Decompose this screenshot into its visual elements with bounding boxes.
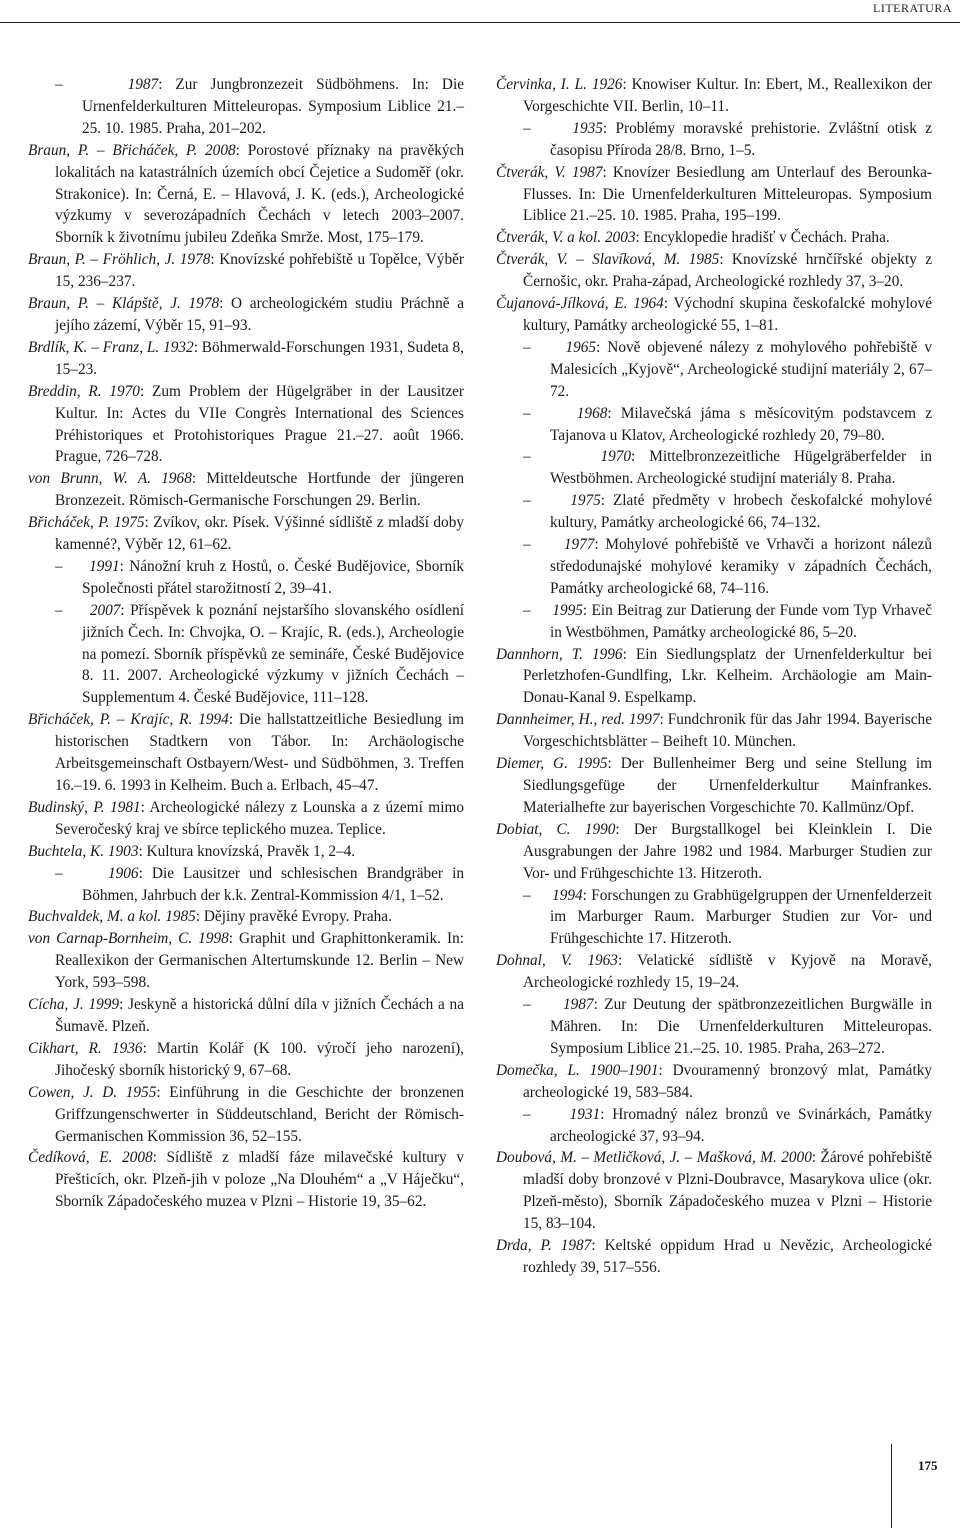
page-number-rule [891, 1444, 892, 1528]
reference-entry [28, 1038, 464, 1082]
reference-text: : Graphit und Graphittonkeramik. In: Reallexikon der Germanischen Altertumskunde 12. Berlin – New York, 593–598. [55, 930, 464, 992]
reference-text: : Dějiny pravěké Evropy. Praha. [195, 908, 392, 926]
reference-text: : Kultura knovízská, Pravěk 1, 2–4. [138, 842, 356, 860]
reference-author-year: 1987 [127, 76, 159, 93]
reference-entry [496, 994, 932, 1060]
reference-author-year: von Brunn, W. A. 1968 [28, 470, 192, 488]
reference-author-year: 1987 [562, 996, 594, 1014]
reference-author-year: Breddin, R. 1970 [28, 382, 140, 400]
reference-author-year: Brdlík, K. – Franz, L. 1932 [28, 338, 194, 356]
reference-author-year: 1995 [552, 601, 583, 619]
reference-author-year: Doubová, M. – Metličková, J. – Mašková, M. 2000 [496, 1149, 812, 1167]
left-column [28, 74, 464, 1213]
right-column [496, 74, 932, 1279]
reference-entry [496, 709, 932, 753]
reference-author-year: 1968 [576, 404, 608, 422]
reference-entry [28, 381, 464, 469]
reference-text: : Zlaté předměty v hrobech českofalcké mohylové kultury, Památky archeologické 66, 74–132. [550, 492, 932, 532]
reference-entry [496, 885, 932, 951]
reference-entry [496, 249, 932, 293]
reference-text: : Jeskyně a historická důlní díla v jižních Čechách a na Šumavě. Plzeň. [55, 996, 464, 1035]
reference-author-year: 1935 [572, 119, 603, 137]
reference-entry [28, 74, 464, 140]
reference-entry [496, 644, 932, 710]
reference-text: : Zur Jungbronzezeit Südböhmens. In: Die Urnenfelderkulturen Mitteleuropas. Symposium Liblice 21.–25. 10. 1985. Praha, 201–202. [82, 76, 464, 137]
reference-text: : Der Bullenheimer Berg und seine Stellung im Siedlungsgefüge der Urnenfelderkultur Mainfrankes. Materialhefte zur bayerischen Vorgeschichte 70. Kallmünz/Opf. [523, 755, 932, 816]
reference-entry [496, 534, 932, 600]
reference-author-year: Dohnal, V. 1963 [496, 952, 618, 970]
reference-entry [28, 928, 464, 994]
reference-text: : Die hallstattzeitliche Besiedlung im historischen Stadtkern von Tábor. In: Archäologische Arbeitsgemeinschaft Ostbayern/West- und Südböhmen, 3. Treffen 16.–19. 6. 1993 in Kelheim. Buch a. Erlbach, 45–47. [55, 711, 464, 794]
reference-author-year: Čedíková, E. 2008 [28, 1149, 153, 1167]
reference-author-year: 1931 [569, 1105, 601, 1123]
continuation-dash: – [523, 119, 573, 137]
reference-entry [496, 446, 932, 490]
reference-entry [28, 1147, 464, 1213]
reference-text: : Hromadný nález bronzů ve Svinárkách, Památky archeologické 37, 93–94. [550, 1105, 932, 1145]
reference-author-year: 1975 [570, 492, 601, 510]
reference-author-year: 1994 [552, 886, 583, 904]
reference-author-year: 1965 [565, 338, 597, 356]
reference-entry [28, 994, 464, 1038]
continuation-dash: – [523, 448, 601, 466]
reference-entry [496, 819, 932, 885]
continuation-dash: – [55, 864, 108, 882]
reference-author-year: Cowen, J. D. 1955 [28, 1083, 157, 1101]
reference-entry [496, 1060, 932, 1104]
reference-text: : Východní skupina českofalcké mohylové kultury, Památky archeologické 55, 1–81. [523, 295, 932, 334]
reference-text: : Einführung in die Geschichte der bronzenen Griffzungenschwerter in Süddeutschland, Bericht der Römisch-Germanischen Kommission 36, 52–155. [55, 1083, 464, 1145]
reference-text: : Porostové příznaky na pravěkých lokalitách na katastrálních územích obcí Čejetice a Sudoměř (okr. Strakonice). In: Černá, E. – Hlavová, J. K. (eds.), Archeologické výzkumy v severozápadních Čechách v letech 2003–2007. Sborník k životnímu jubileu Zdeňka Smrže. Most, 175–179. [55, 141, 464, 247]
reference-author-year: Červinka, I. L. 1926 [496, 76, 623, 93]
reference-author-year: Dannheimer, H., red. 1997 [496, 711, 660, 729]
reference-entry [496, 74, 932, 118]
reference-text: : Žárové pohřebiště mladší doby bronzové v Plzni-Doubravce, Masarykova ulice (okr. Plzeň-město), Sborník Západočeského muzea v Plzni – Historie 15, 83–104. [523, 1149, 932, 1233]
reference-entry [496, 337, 932, 403]
continuation-dash: – [523, 1105, 570, 1123]
reference-author-year: Budinský, P. 1981 [28, 798, 141, 816]
reference-entry [28, 337, 464, 381]
continuation-dash: – [523, 492, 571, 510]
reference-entry [496, 490, 932, 534]
reference-text: : Zum Problem der Hügelgräber in der Lausitzer Kultur. In: Actes du VIIe Congrès International des Sciences Préhistoriques et Protohistoriques Prague 21.–27. août 1966. Prague, 726–728. [55, 382, 464, 466]
reference-entry [28, 512, 464, 556]
reference-text: : Dvouramenný bronzový mlat, Památky archeologické 19, 583–584. [523, 1061, 933, 1101]
continuation-dash: – [523, 996, 563, 1014]
reference-author-year: Buchvaldek, M. a kol. 1985 [28, 908, 196, 926]
reference-text: : Nánožní kruh z Hostů, o. České Budějovice, Sborník Společnosti přátel starožitností 2, 39–41. [82, 557, 464, 597]
reference-text: : Martin Kolář (K 100. výročí jeho narození), Jihočeský sborník historický 9, 67–68. [55, 1039, 464, 1079]
continuation-dash: – [523, 536, 564, 554]
reference-text: : Problémy moravské prehistorie. Zvláštní otisk z časopisu Příroda 28/8. Brno, 1–5. [550, 119, 933, 159]
reference-entry [496, 162, 932, 228]
reference-entry [28, 709, 464, 797]
reference-text: : Nově objevené nálezy z mohylového pohřebiště v Malesicích „Kyjově“, Archeologické studijní materiály 2, 67–72. [550, 338, 932, 400]
reference-text: : Knovízské hrnčířské objekty z Černošic, okr. Praha-západ, Archeologické rozhledy 37, 3–20. [523, 251, 932, 291]
reference-author-year: Čujanová-Jílková, E. 1964 [496, 295, 664, 313]
reference-author-year: Domečka, L. 1900–1901 [496, 1061, 659, 1079]
reference-text: : Zur Deutung der spätbronzezeitlichen Burgwälle in Mähren. In: Die Urnenfelderkulturen Mitteleuropas. Symposium Liblice 21.–25. 10. 1985. Praha, 263–272. [550, 996, 932, 1057]
reference-text: : Fundchronik für das Jahr 1994. Bayerische Vorgeschichtsblätter – Beiheft 10. München. [523, 711, 932, 751]
reference-author-year: Drda, P. 1987 [496, 1237, 592, 1255]
reference-text: : Mohylové pohřebiště ve Vrhavči a horizont nálezů středodunajské mohylové keramiky v západních Čechách, Památky archeologické 68, 74–116. [550, 536, 932, 597]
reference-author-year: Břicháček, P. 1975 [28, 514, 145, 532]
reference-entry [496, 1104, 932, 1148]
reference-author-year: 1977 [563, 536, 595, 554]
reference-text: : Encyklopedie hradišť v Čechách. Praha. [635, 229, 890, 247]
continuation-dash: – [523, 338, 566, 356]
continuation-dash: – [523, 601, 553, 619]
reference-entry [496, 600, 932, 644]
page-number: 175 [918, 1458, 938, 1473]
reference-text: : Forschungen zu Grabhügelgruppen der Urnenfelderzeit im Marburger Raum. Marburger Studien zur Vor- und Frühgeschichte 17. Hitzeroth. [550, 886, 932, 948]
reference-text: : Keltské oppidum Hrad u Nevězic, Archeologické rozhledy 39, 517–556. [523, 1237, 932, 1276]
reference-text: : O archeologickém studiu Práchně a jejího zázemí, Výběr 15, 91–93. [55, 295, 464, 334]
reference-author-year: Braun, P. – Fröhlich, J. 1978 [28, 251, 211, 269]
reference-text: : Sídliště z mladší fáze milavečské kultury v Přešticích, okr. Plzeň-jih v poloze „Na Dlouhém“ a „V Háječku“, Sborník Západočeského muzea v Plzni – Historie 19, 35–62. [55, 1149, 464, 1211]
reference-author-year: Buchtela, K. 1903 [28, 842, 139, 860]
continuation-dash: – [55, 601, 90, 619]
reference-entry [496, 293, 932, 337]
reference-author-year: Dobiat, C. 1990 [496, 820, 616, 838]
reference-entry [28, 468, 464, 512]
header-rule [0, 22, 960, 23]
reference-author-year: 1970 [600, 448, 632, 466]
reference-text: : Archeologické nálezy z Lounska a z území mimo Severočeský kraj ve sbírce teplického muzea. Teplice. [55, 798, 464, 838]
reference-entry [28, 249, 464, 293]
reference-author-year: Čtverák, V. 1987 [496, 163, 603, 181]
reference-author-year: 2007 [89, 601, 121, 619]
reference-author-year: Braun, P. – Klápště, J. 1978 [28, 295, 220, 313]
reference-entry [28, 293, 464, 337]
reference-text: : Zvíkov, okr. Písek. Výšinné sídliště z mladší doby kamenné?, Výběr 12, 61–62. [55, 514, 464, 554]
reference-entry [496, 950, 932, 994]
reference-author-year: von Carnap-Bornheim, C. 1998 [28, 930, 229, 948]
reference-entry [28, 600, 464, 710]
reference-entry [496, 227, 932, 249]
reference-text: : Knovízer Besiedlung am Unterlauf des Berounka-Flusses. In: Die Urnenfelderkulturen Mitteleuropas. Symposium Liblice 21.–25. 10. 1985. Praha, 195–199. [523, 163, 932, 225]
reference-author-year: Diemer, G. 1995 [496, 755, 608, 773]
continuation-dash: – [523, 886, 553, 904]
continuation-dash: – [523, 404, 577, 422]
reference-text: : Milavečská jáma s měsícovitým podstavcem z Tajanova u Klatov, Archeologické rozhledy 20, 79–80. [550, 404, 932, 444]
reference-text: : Der Burgstallkogel bei Kleinklein I. Die Ausgrabungen der Jahre 1982 und 1984. Marburger Studien zur Vor- und Frühgeschichte 13. Hitzeroth. [523, 820, 932, 882]
reference-entry [28, 140, 464, 250]
reference-text: : Die Lausitzer und schlesischen Brandgräber in Böhmen, Jahrbuch der k.k. Zentral-Kommission 4/1, 1–52. [82, 864, 464, 904]
reference-entry [496, 118, 932, 162]
reference-author-year: Břicháček, P. – Krajíc, R. 1994 [28, 711, 229, 729]
reference-text: : Knovízské pohřebiště u Topělce, Výběr 15, 236–237. [55, 251, 464, 291]
reference-entry [28, 797, 464, 841]
reference-text: : Böhmerwald-Forschungen 1931, Sudeta 8, 15–23. [55, 338, 464, 378]
reference-author-year: Cícha, J. 1999 [28, 996, 120, 1014]
running-header [0, 0, 960, 22]
continuation-dash: – [55, 76, 128, 93]
reference-author-year: 1906 [107, 864, 139, 882]
reference-author-year: Braun, P. – Břicháček, P. 2008 [28, 141, 236, 159]
reference-entry [28, 863, 464, 907]
reference-entry [28, 556, 464, 600]
reference-entry [496, 1147, 932, 1235]
reference-entry [496, 1235, 932, 1279]
reference-author-year: Čtverák, V. a kol. 2003 [496, 229, 636, 247]
reference-author-year: Dannhorn, T. 1996 [496, 645, 623, 663]
section-title: LITERATURA [873, 1, 952, 15]
reference-text: : Velatické sídliště v Kyjově na Moravě, Archeologické rozhledy 15, 19–24. [523, 952, 933, 992]
reference-author-year: 1991 [89, 557, 120, 575]
reference-entry [28, 841, 464, 863]
reference-author-year: Čtverák, V. – Slavíková, M. 1985 [496, 251, 720, 269]
reference-text: : Mittelbronzezeitliche Hügelgräberfelder in Westböhmen. Archeologické studijní materiály 8. Praha. [550, 448, 932, 488]
reference-entry [496, 753, 932, 819]
continuation-dash: – [55, 557, 90, 575]
reference-text: : Knowiser Kultur. In: Ebert, M., Reallexikon der Vorgeschichte VII. Berlin, 10–11. [523, 76, 932, 115]
reference-entry [28, 1082, 464, 1148]
reference-text: : Ein Siedlungsplatz der Urnenfelderkultur bei Perletzhofen-Gundlfing, Lkr. Kelheim. Archäologie am Main-Donau-Kanal 9. Espelkamp. [523, 645, 933, 707]
reference-text: : Příspěvek k poznání nejstaršího slovanského osídlení jižních Čech. In: Chvojka, O. – Krajíc, R. (eds.), Archeologie na pomezí. Sborník příspěvků ze semináře, České Budějovice 8. 11. 2007. Archeologické výzkumy v jižních Čechách – Supplementum 4. České Budějovice, 111–128. [82, 601, 464, 707]
reference-text: : Mitteldeutsche Hortfunde der jüngeren Bronzezeit. Römisch-Germanische Forschungen 29. Berlin. [55, 470, 464, 510]
reference-entry [496, 403, 932, 447]
reference-text: : Ein Beitrag zur Datierung der Funde vom Typ Vrhaveč in Westböhmen, Památky archeologické 86, 5–20. [550, 601, 932, 641]
reference-entry [28, 906, 464, 928]
reference-author-year: Cikhart, R. 1936 [28, 1039, 143, 1057]
